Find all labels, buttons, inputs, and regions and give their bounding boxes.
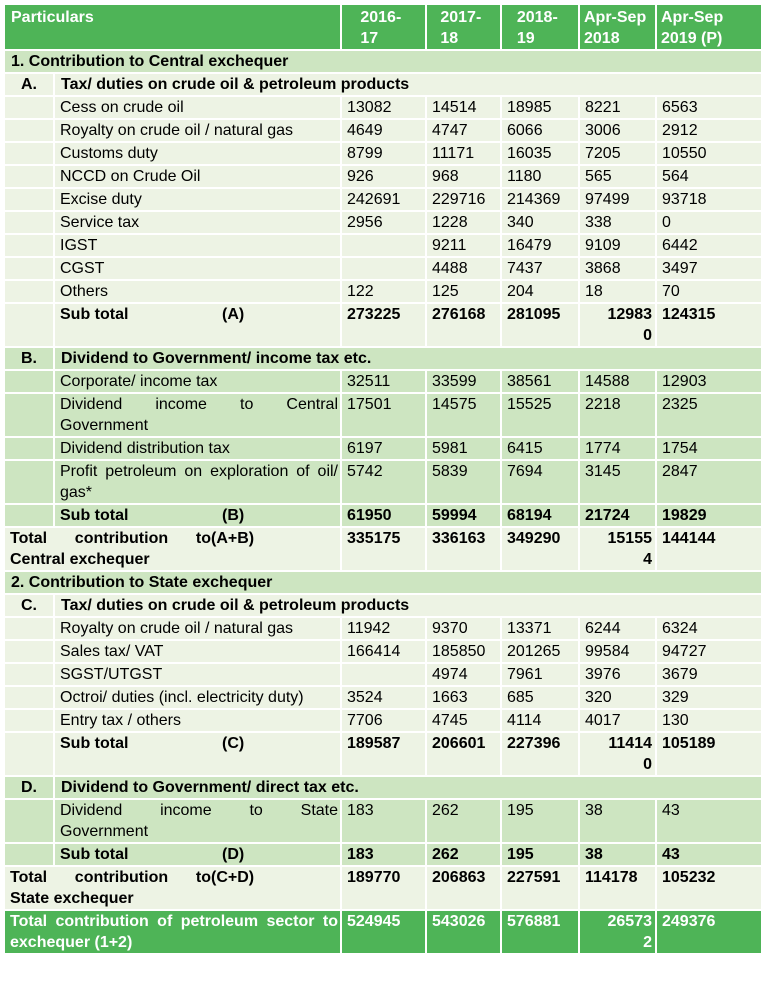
value-cell: 7205 (579, 142, 656, 165)
value-cell: 3524 (341, 686, 426, 709)
data-row (4, 617, 762, 640)
row-letter: C. (4, 594, 54, 617)
value-cell: 204 (501, 280, 579, 303)
value-cell: 16035 (501, 142, 579, 165)
value-cell: 3868 (579, 257, 656, 280)
value-cell: 3006 (579, 119, 656, 142)
value-cell: 4114 (501, 709, 579, 732)
row-letter (4, 504, 54, 527)
row-letter (4, 211, 54, 234)
value-cell: 227396 (501, 732, 579, 776)
label-line-1: Total contribution of petroleum sector to (10, 913, 338, 930)
value-cell: 18985 (501, 96, 579, 119)
value-cell: 565 (579, 165, 656, 188)
value-cell: 19829 (656, 504, 762, 527)
label-line-1 (10, 528, 338, 549)
value-cell: 16479 (501, 234, 579, 257)
value-cell: 21724 (579, 504, 656, 527)
value-cell: 59994 (426, 504, 501, 527)
row-label: Excise duty (54, 188, 341, 211)
row-label: Cess on crude oil (54, 96, 341, 119)
total-label: Total contribution to (10, 869, 211, 886)
label-line-2: exchequer (1+2) (10, 934, 133, 951)
value-cell: 2847 (656, 460, 762, 504)
value-cell: 94727 (656, 640, 762, 663)
row-letter: D. (4, 776, 54, 799)
subtotal-label: Sub total (60, 735, 129, 752)
label-line-2: Government (60, 417, 149, 434)
value-cell: 33599 (426, 370, 501, 393)
value-cell: 262 (426, 799, 501, 843)
group-title: Tax/ duties on crude oil & petroleum products (54, 73, 762, 96)
data-row (4, 640, 762, 663)
data-row (4, 280, 762, 303)
label-line-2: Government (60, 823, 149, 840)
value-cell: 1180 (501, 165, 579, 188)
row-letter (4, 280, 54, 303)
value-cell: 340 (501, 211, 579, 234)
header-year-label: 2016-17 (360, 9, 402, 47)
section-title: 1. Contribution to Central exchequer (4, 50, 762, 73)
row-letter (4, 732, 54, 776)
data-row (4, 96, 762, 119)
value-cell: 38561 (501, 370, 579, 393)
value-cell: 8799 (341, 142, 426, 165)
row-label: Royalty on crude oil / natural gas (54, 119, 341, 142)
value-cell: 3497 (656, 257, 762, 280)
value-cell: 14588 (579, 370, 656, 393)
value-cell: 214369 (501, 188, 579, 211)
value-cell: 70 (656, 280, 762, 303)
value-cell: 144144 (656, 527, 762, 571)
row-letter (4, 165, 54, 188)
value-cell: 229716 (426, 188, 501, 211)
label-line-1: Dividend income to State (60, 802, 338, 819)
value-cell: 685 (501, 686, 579, 709)
value-cell: 564 (656, 165, 762, 188)
header-row (4, 4, 762, 50)
value-cell: 13371 (501, 617, 579, 640)
value-cell: 10550 (656, 142, 762, 165)
value-cell: 11171 (426, 142, 501, 165)
value-cell: 5981 (426, 437, 501, 460)
value-cell: 13082 (341, 96, 426, 119)
value-cell: 349290 (501, 527, 579, 571)
value-cell: 6066 (501, 119, 579, 142)
value-cell: 576881 (501, 910, 579, 954)
value-cell: 166414 (341, 640, 426, 663)
value-cell: 14575 (426, 393, 501, 437)
value-cell: 2912 (656, 119, 762, 142)
wrapped-value: 151554 (607, 530, 652, 568)
data-row (4, 119, 762, 142)
group-row (4, 73, 762, 96)
value-cell: 43 (656, 799, 762, 843)
row-letter (4, 663, 54, 686)
row-letter (4, 799, 54, 843)
value-cell: 5839 (426, 460, 501, 504)
subtotal-code: (B) (222, 507, 245, 524)
value-cell: 0 (656, 211, 762, 234)
row-letter (4, 843, 54, 866)
row-label (4, 866, 341, 910)
row-label: Corporate/ income tax (54, 370, 341, 393)
value-cell: 183 (341, 843, 426, 866)
value-cell: 97499 (579, 188, 656, 211)
row-letter (4, 437, 54, 460)
header-year-label: Apr-Sep 2018 (584, 9, 647, 47)
row-label: Royalty on crude oil / natural gas (54, 617, 341, 640)
value-cell (341, 663, 426, 686)
total-row (4, 527, 762, 571)
header-year (656, 4, 762, 50)
header-particulars: Particulars (4, 4, 341, 50)
value-cell: 336163 (426, 527, 501, 571)
value-cell: 968 (426, 165, 501, 188)
row-letter (4, 460, 54, 504)
value-cell: 125 (426, 280, 501, 303)
value-cell: 114178 (579, 866, 656, 910)
total-code: (C+D) (211, 869, 255, 886)
value-cell: 130 (656, 709, 762, 732)
data-row (4, 709, 762, 732)
row-label (4, 910, 341, 954)
row-letter (4, 640, 54, 663)
header-year-label: Apr-Sep 2019 (P) (661, 9, 724, 47)
value-cell: 4649 (341, 119, 426, 142)
subtotal-row (4, 504, 762, 527)
value-cell: 276168 (426, 303, 501, 347)
value-cell: 1228 (426, 211, 501, 234)
value-cell: 4974 (426, 663, 501, 686)
row-letter (4, 709, 54, 732)
value-cell: 4017 (579, 709, 656, 732)
value-cell (579, 527, 656, 571)
value-cell: 2218 (579, 393, 656, 437)
value-cell (341, 257, 426, 280)
value-cell: 18 (579, 280, 656, 303)
value-cell: 68194 (501, 504, 579, 527)
header-year (501, 4, 579, 50)
row-label (54, 303, 341, 347)
value-cell: 38 (579, 843, 656, 866)
row-letter (4, 393, 54, 437)
group-title: Dividend to Government/ direct tax etc. (54, 776, 762, 799)
row-letter (4, 119, 54, 142)
group-row (4, 594, 762, 617)
value-cell: 9109 (579, 234, 656, 257)
value-cell: 281095 (501, 303, 579, 347)
value-cell: 320 (579, 686, 656, 709)
value-cell: 201265 (501, 640, 579, 663)
value-cell: 7961 (501, 663, 579, 686)
value-cell (579, 732, 656, 776)
data-row (4, 393, 762, 437)
data-row (4, 142, 762, 165)
value-cell: 2956 (341, 211, 426, 234)
subtotal-code: (C) (222, 735, 245, 752)
value-cell: 249376 (656, 910, 762, 954)
value-cell: 14514 (426, 96, 501, 119)
row-letter (4, 370, 54, 393)
wrapped-value: 114140 (608, 735, 652, 773)
subtotal-label: Sub total (60, 507, 129, 524)
wrapped-value: 265732 (607, 913, 652, 951)
row-label: Octroi/ duties (incl. electricity duty) (54, 686, 341, 709)
row-label (54, 799, 341, 843)
total-code: (A+B) (211, 530, 255, 547)
value-cell: 7706 (341, 709, 426, 732)
value-cell: 262 (426, 843, 501, 866)
header-year (426, 4, 501, 50)
value-cell: 6415 (501, 437, 579, 460)
row-label: Others (54, 280, 341, 303)
row-label: CGST (54, 257, 341, 280)
data-row (4, 188, 762, 211)
value-cell: 8221 (579, 96, 656, 119)
group-row (4, 347, 762, 370)
row-label (54, 393, 341, 437)
row-letter: A. (4, 73, 54, 96)
row-label: Service tax (54, 211, 341, 234)
data-row (4, 257, 762, 280)
table-header (4, 4, 762, 50)
value-cell: 227591 (501, 866, 579, 910)
contribution-table (3, 3, 763, 955)
value-cell: 9370 (426, 617, 501, 640)
label-line-2: State exchequer (10, 890, 134, 907)
subtotal-row (4, 303, 762, 347)
section-row (4, 50, 762, 73)
value-cell: 4747 (426, 119, 501, 142)
value-cell: 4745 (426, 709, 501, 732)
row-label (54, 843, 341, 866)
grand-total-row (4, 910, 762, 954)
table-body (4, 50, 762, 954)
value-cell: 273225 (341, 303, 426, 347)
value-cell: 543026 (426, 910, 501, 954)
value-cell: 2325 (656, 393, 762, 437)
subtotal-label: Sub total (60, 306, 129, 323)
value-cell: 206863 (426, 866, 501, 910)
value-cell: 3145 (579, 460, 656, 504)
value-cell: 17501 (341, 393, 426, 437)
value-cell: 5742 (341, 460, 426, 504)
value-cell: 1774 (579, 437, 656, 460)
subtotal-row (4, 732, 762, 776)
data-row (4, 686, 762, 709)
row-label (54, 504, 341, 527)
value-cell: 338 (579, 211, 656, 234)
value-cell: 122 (341, 280, 426, 303)
label-line-2: gas* (60, 484, 93, 501)
value-cell: 6324 (656, 617, 762, 640)
row-label: Customs duty (54, 142, 341, 165)
value-cell: 242691 (341, 188, 426, 211)
value-cell: 93718 (656, 188, 762, 211)
value-cell: 183 (341, 799, 426, 843)
value-cell: 195 (501, 843, 579, 866)
data-row (4, 663, 762, 686)
value-cell: 6563 (656, 96, 762, 119)
value-cell: 9211 (426, 234, 501, 257)
value-cell: 32511 (341, 370, 426, 393)
section-row (4, 571, 762, 594)
value-cell: 926 (341, 165, 426, 188)
row-label: SGST/UTGST (54, 663, 341, 686)
value-cell: 7437 (501, 257, 579, 280)
value-cell: 11942 (341, 617, 426, 640)
value-cell: 12903 (656, 370, 762, 393)
value-cell: 189770 (341, 866, 426, 910)
value-cell (579, 910, 656, 954)
value-cell: 105232 (656, 866, 762, 910)
row-label (54, 732, 341, 776)
value-cell: 329 (656, 686, 762, 709)
header-year-label: 2018-19 (516, 9, 558, 47)
row-label (54, 460, 341, 504)
value-cell: 38 (579, 799, 656, 843)
value-cell: 99584 (579, 640, 656, 663)
row-letter (4, 188, 54, 211)
value-cell: 524945 (341, 910, 426, 954)
row-letter (4, 686, 54, 709)
row-letter (4, 142, 54, 165)
row-label: Entry tax / others (54, 709, 341, 732)
label-line-1: Dividend income to Central (60, 396, 338, 413)
data-row (4, 165, 762, 188)
header-year (579, 4, 656, 50)
value-cell: 3679 (656, 663, 762, 686)
value-cell: 185850 (426, 640, 501, 663)
label-line-2: Central exchequer (10, 551, 150, 568)
section-title: 2. Contribution to State exchequer (4, 571, 762, 594)
value-cell: 6197 (341, 437, 426, 460)
subtotal-row (4, 843, 762, 866)
value-cell: 124315 (656, 303, 762, 347)
row-letter (4, 96, 54, 119)
value-cell: 15525 (501, 393, 579, 437)
value-cell: 195 (501, 799, 579, 843)
row-letter (4, 234, 54, 257)
row-letter (4, 257, 54, 280)
value-cell: 335175 (341, 527, 426, 571)
value-cell: 1754 (656, 437, 762, 460)
row-label: NCCD on Crude Oil (54, 165, 341, 188)
row-letter (4, 303, 54, 347)
group-title: Dividend to Government/ income tax etc. (54, 347, 762, 370)
value-cell: 206601 (426, 732, 501, 776)
value-cell: 189587 (341, 732, 426, 776)
row-label (4, 527, 341, 571)
subtotal-code: (D) (222, 846, 245, 863)
data-row (4, 460, 762, 504)
data-row (4, 437, 762, 460)
value-cell: 6442 (656, 234, 762, 257)
data-row (4, 234, 762, 257)
label-line-1: Profit petroleum on exploration of oil/ (60, 463, 338, 480)
value-cell: 6244 (579, 617, 656, 640)
row-letter: B. (4, 347, 54, 370)
total-row (4, 866, 762, 910)
row-label: IGST (54, 234, 341, 257)
header-year-label: 2017-18 (440, 9, 482, 47)
value-cell: 1663 (426, 686, 501, 709)
value-cell: 4488 (426, 257, 501, 280)
subtotal-code: (A) (222, 306, 245, 323)
data-row (4, 799, 762, 843)
value-cell: 61950 (341, 504, 426, 527)
value-cell: 7694 (501, 460, 579, 504)
header-year (341, 4, 426, 50)
label-line-1 (10, 867, 338, 888)
row-label: Dividend distribution tax (54, 437, 341, 460)
value-cell (579, 303, 656, 347)
total-label: Total contribution to (10, 530, 211, 547)
group-title: Tax/ duties on crude oil & petroleum products (54, 594, 762, 617)
value-cell: 3976 (579, 663, 656, 686)
group-row (4, 776, 762, 799)
value-cell (341, 234, 426, 257)
row-label: Sales tax/ VAT (54, 640, 341, 663)
data-row (4, 370, 762, 393)
subtotal-label: Sub total (60, 846, 129, 863)
value-cell: 105189 (656, 732, 762, 776)
wrapped-value: 129830 (607, 306, 652, 344)
row-letter (4, 617, 54, 640)
value-cell: 43 (656, 843, 762, 866)
data-row (4, 211, 762, 234)
